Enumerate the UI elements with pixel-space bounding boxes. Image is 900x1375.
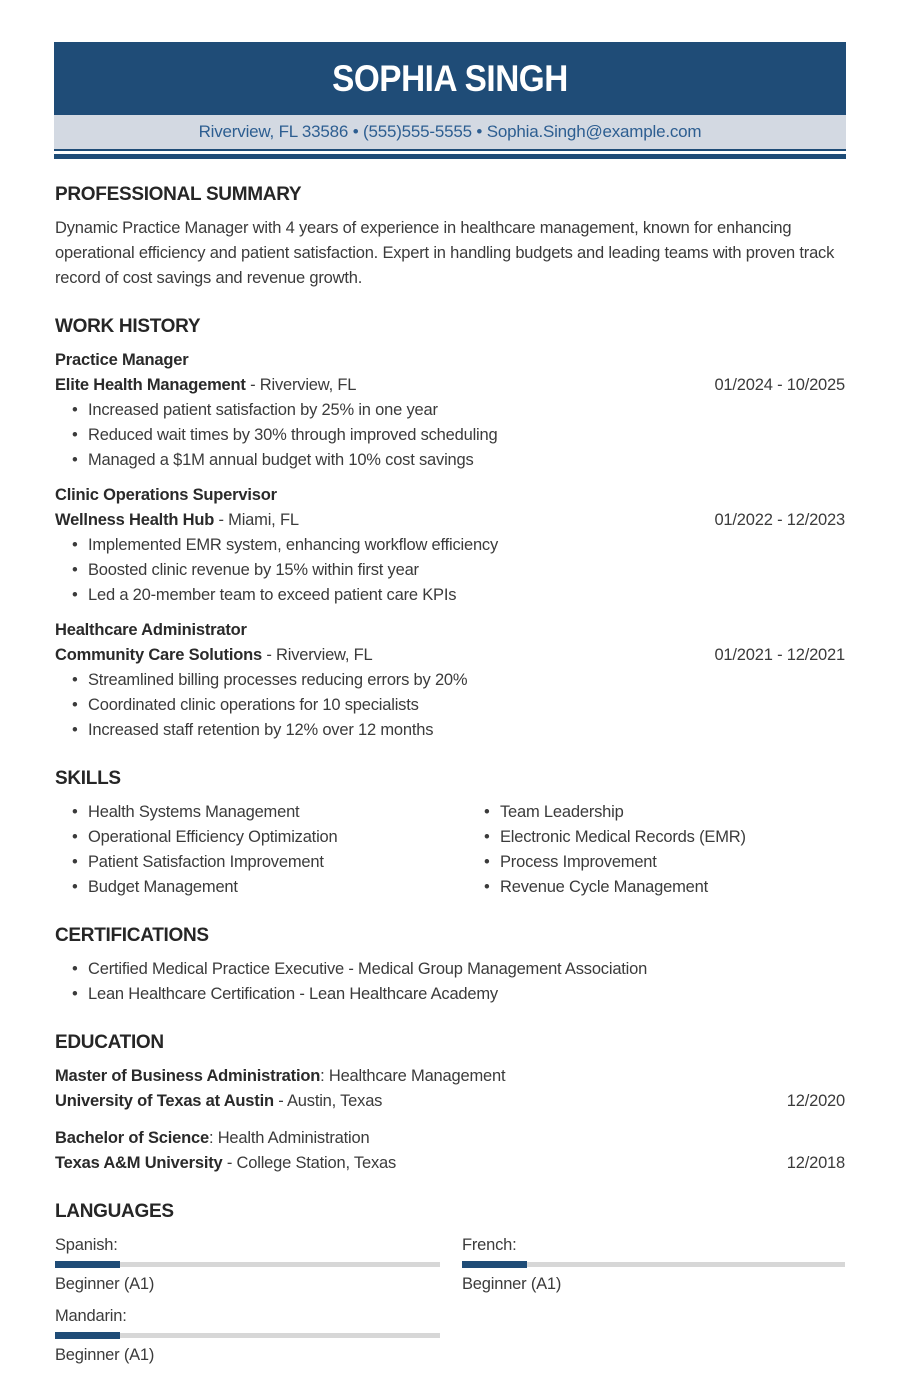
job-bullets: [55, 533, 845, 608]
section-heading-languages: LANGUAGES: [55, 1201, 174, 1222]
school-row: [55, 1151, 845, 1176]
certifications-list: [55, 957, 845, 1007]
school-name: Texas A&M University: [55, 1154, 223, 1172]
language-label: French:: [462, 1236, 517, 1254]
job-dates: 01/2021 - 12/2021: [714, 646, 845, 664]
school-line: [55, 1151, 396, 1176]
skill-item: • Process Improvement: [467, 850, 845, 875]
language-label: Mandarin:: [55, 1307, 127, 1325]
skill-item: • Health Systems Management: [55, 800, 467, 825]
candidate-name: SOPHIA SINGH: [332, 57, 568, 99]
job-location: - Riverview, FL: [245, 376, 357, 394]
language-item: [55, 1304, 440, 1368]
degree-name: Bachelor of Science: [55, 1129, 209, 1147]
school-location: - College Station, Texas: [222, 1154, 397, 1172]
job-bullets: [55, 668, 845, 743]
company-name: Wellness Health Hub: [55, 511, 215, 529]
job-dates: 01/2022 - 12/2023: [714, 511, 845, 529]
header: [54, 42, 846, 159]
language-proficiency-bar: [462, 1261, 845, 1268]
resume-body: [0, 184, 900, 1375]
degree-field: : Health Administration: [208, 1129, 370, 1147]
contact-line: Riverview, FL 33586 • (555)555-5555 • Sophia.Singh@example.com: [198, 122, 702, 141]
school-row: [55, 1089, 845, 1114]
section-heading-professional-summary: PROFESSIONAL SUMMARY: [55, 184, 302, 205]
job-title: Clinic Operations Supervisor: [55, 486, 277, 504]
education-entry: [55, 1126, 845, 1176]
job-bullet: • Implemented EMR system, enhancing workflow efficiency: [55, 533, 845, 558]
education-date: 12/2020: [786, 1092, 845, 1110]
skills-column-right: [467, 800, 845, 900]
certification-item: • Certified Medical Practice Executive - Medical Group Management Association: [55, 957, 845, 982]
job-dates: 01/2024 - 10/2025: [714, 376, 845, 394]
job-company-line: [55, 373, 356, 398]
summary-paragraph: Dynamic Practice Manager with 4 years of experience in healthcare management, known for enhancing operational efficiency and patient satisfaction. Expert in handling budgets and leading teams with proven track record of cost savings and revenue growth.: [55, 219, 835, 287]
job-company-row: [55, 373, 845, 398]
section-heading-education: EDUCATION: [55, 1032, 164, 1053]
language-level: Beginner (A1): [55, 1275, 155, 1293]
job-bullet: • Streamlined billing processes reducing errors by 20%: [55, 668, 845, 693]
job-bullet: • Coordinated clinic operations for 10 specialists: [55, 693, 845, 718]
degree-name: Master of Business Administration: [55, 1067, 321, 1085]
job-entry: [55, 483, 845, 608]
skill-item: • Electronic Medical Records (EMR): [467, 825, 845, 850]
school-line: [55, 1089, 382, 1114]
degree-field: : Healthcare Management: [320, 1067, 506, 1085]
name-banner: [54, 42, 846, 115]
school-name: University of Texas at Austin: [55, 1092, 274, 1110]
skills-column-left: [55, 800, 467, 900]
job-bullet: • Managed a $1M annual budget with 10% cost savings: [55, 448, 845, 473]
language-proficiency-bar: [55, 1332, 440, 1339]
skill-item: • Budget Management: [55, 875, 467, 900]
job-location: - Miami, FL: [214, 511, 299, 529]
degree-line: [55, 1064, 845, 1089]
language-bar-fill: [462, 1261, 527, 1268]
skill-item: • Operational Efficiency Optimization: [55, 825, 467, 850]
education-entry: [55, 1064, 845, 1114]
skill-item: • Patient Satisfaction Improvement: [55, 850, 467, 875]
section-heading-work-history: WORK HISTORY: [55, 316, 201, 337]
education-date: 12/2018: [786, 1154, 845, 1172]
job-company-line: [55, 508, 299, 533]
language-item: [462, 1233, 845, 1297]
job-bullet: • Boosted clinic revenue by 15% within first year: [55, 558, 845, 583]
job-bullets: [55, 398, 845, 473]
language-bar-fill: [55, 1332, 120, 1339]
skills-grid: [55, 800, 845, 900]
language-level: Beginner (A1): [462, 1275, 562, 1293]
company-name: Community Care Solutions: [55, 646, 262, 664]
job-company-row: [55, 643, 845, 668]
language-proficiency-bar: [55, 1261, 440, 1268]
skill-item: • Team Leadership: [467, 800, 845, 825]
school-location: - Austin, Texas: [273, 1092, 383, 1110]
job-bullet: • Reduced wait times by 30% through improved scheduling: [55, 423, 845, 448]
job-bullet: • Increased patient satisfaction by 25% in one year: [55, 398, 845, 423]
job-bullet: • Increased staff retention by 12% over 12 months: [55, 718, 845, 743]
job-entry: [55, 348, 845, 473]
language-bar-fill: [55, 1261, 120, 1268]
section-heading-skills: SKILLS: [55, 768, 121, 789]
skill-item: • Revenue Cycle Management: [467, 875, 845, 900]
job-title: Healthcare Administrator: [55, 621, 247, 639]
contact-band: [54, 115, 846, 151]
languages-grid: [55, 1233, 845, 1375]
job-company-row: [55, 508, 845, 533]
job-location: - Riverview, FL: [261, 646, 373, 664]
job-entry: [55, 618, 845, 743]
language-label: Spanish:: [55, 1236, 118, 1254]
degree-line: [55, 1126, 845, 1151]
job-bullet: • Led a 20-member team to exceed patient care KPIs: [55, 583, 845, 608]
header-divider-thick: [54, 154, 846, 159]
certification-item: • Lean Healthcare Certification - Lean Healthcare Academy: [55, 982, 845, 1007]
company-name: Elite Health Management: [55, 376, 246, 394]
job-title: Practice Manager: [55, 351, 189, 369]
section-heading-certifications: CERTIFICATIONS: [55, 925, 209, 946]
language-item: [55, 1233, 440, 1297]
language-level: Beginner (A1): [55, 1346, 155, 1364]
job-company-line: [55, 643, 372, 668]
